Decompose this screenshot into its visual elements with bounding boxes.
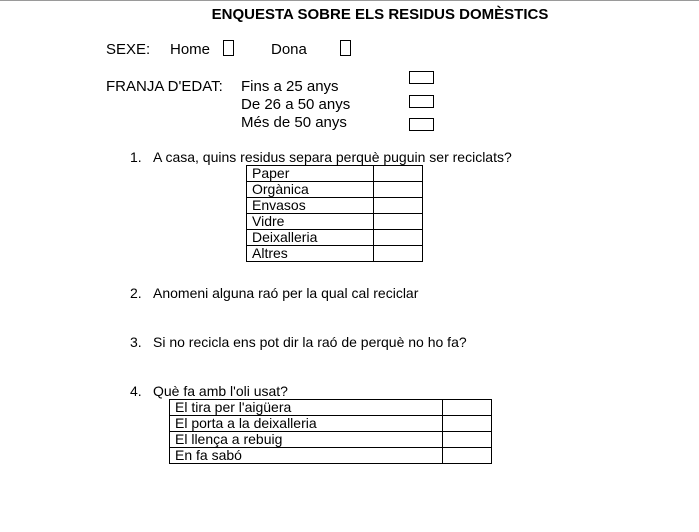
table-row <box>170 416 492 432</box>
q1-answer-cell[interactable] <box>374 230 423 246</box>
table-row <box>247 182 423 198</box>
survey-title: ENQUESTA SOBRE ELS RESIDUS DOMÈSTICS <box>211 6 549 23</box>
sex-option-home-label: Home <box>170 41 211 58</box>
q4-answer-cell[interactable] <box>443 400 492 416</box>
question-2-number: 2. <box>130 285 142 301</box>
q1-answer-cell[interactable] <box>374 182 423 198</box>
q1-option-label: Altres <box>247 246 374 262</box>
q4-option-label: El porta a la deixalleria <box>170 416 443 432</box>
table-row <box>170 400 492 416</box>
age-option-2-checkbox[interactable] <box>409 95 434 108</box>
q1-option-label: Vidre <box>247 214 374 230</box>
age-option-1-label: Fins a 25 anys <box>241 78 339 95</box>
table-row <box>247 246 423 262</box>
question-4-number: 4. <box>130 383 142 399</box>
table-row <box>247 230 423 246</box>
sex-dona-checkbox[interactable] <box>340 40 351 56</box>
q1-answer-cell[interactable] <box>374 214 423 230</box>
q1-answer-cell[interactable] <box>374 246 423 262</box>
q1-option-label: Orgànica <box>247 182 374 198</box>
question-4-table <box>169 399 492 464</box>
sex-label: SEXE: <box>106 41 151 58</box>
q4-answer-cell[interactable] <box>443 432 492 448</box>
q1-answer-cell[interactable] <box>374 198 423 214</box>
q1-option-label: Envasos <box>247 198 374 214</box>
q4-answer-cell[interactable] <box>443 416 492 432</box>
q4-option-label: El tira per l'aigüera <box>170 400 443 416</box>
question-4-text: Què fa amb l'oli usat? <box>153 383 288 399</box>
q1-option-label: Paper <box>247 166 374 182</box>
age-option-3-checkbox[interactable] <box>409 118 434 131</box>
sex-option-dona-label: Dona <box>271 41 307 58</box>
sex-home-checkbox[interactable] <box>223 40 234 56</box>
table-row <box>170 448 492 464</box>
top-border <box>0 0 699 1</box>
question-1-text: A casa, quins residus separa perquè puguin ser reciclats? <box>153 149 512 165</box>
age-option-2-label: De 26 a 50 anys <box>241 96 351 113</box>
q4-answer-cell[interactable] <box>443 448 492 464</box>
table-row <box>247 198 423 214</box>
table-row <box>247 214 423 230</box>
age-option-3-label: Més de 50 anys <box>241 114 347 131</box>
question-3-text: Si no recicla ens pot dir la raó de perquè no ho fa? <box>153 334 467 350</box>
question-3-number: 3. <box>130 334 142 350</box>
question-1-number: 1. <box>130 149 142 165</box>
q1-option-label: Deixalleria <box>247 230 374 246</box>
age-label: FRANJA D'EDAT: <box>106 78 223 95</box>
q4-option-label: El llença a rebuig <box>170 432 443 448</box>
q1-answer-cell[interactable] <box>374 166 423 182</box>
question-1-table <box>246 165 423 262</box>
table-row <box>170 432 492 448</box>
question-2-text: Anomeni alguna raó per la qual cal reciclar <box>153 285 419 301</box>
table-row <box>247 166 423 182</box>
age-option-1-checkbox[interactable] <box>409 71 434 84</box>
q4-option-label: En fa sabó <box>170 448 443 464</box>
